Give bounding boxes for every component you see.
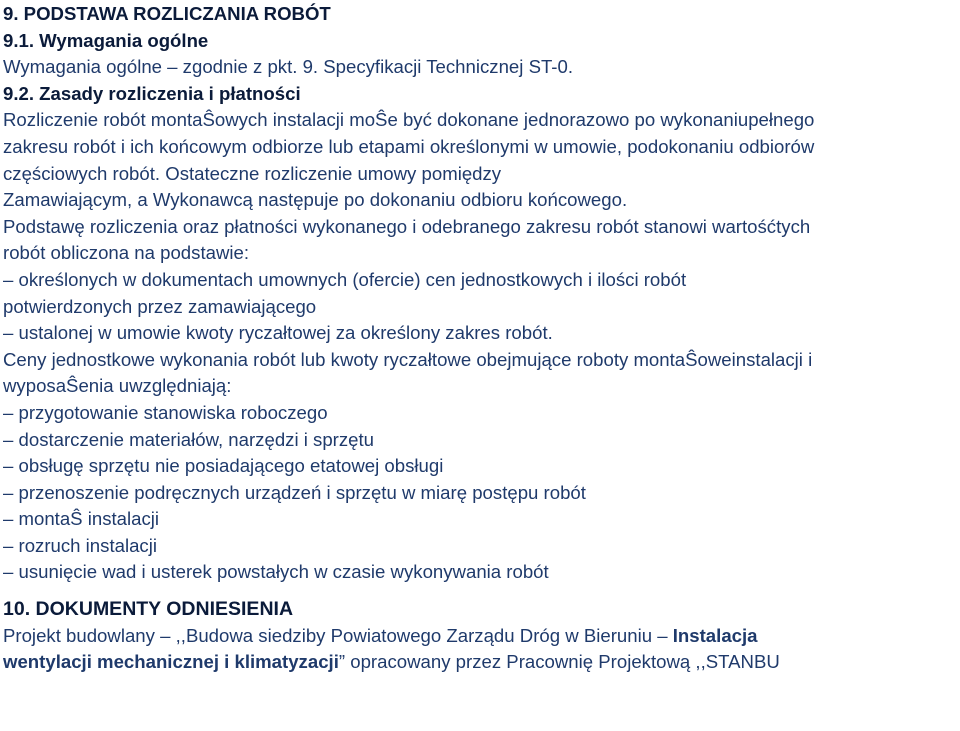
section-9-title: 9. PODSTAWA ROZLICZANIA ROBÓT [3,3,331,24]
list-item: – przenoszenie podręcznych urządzeń i sprzętu w miarę postępu robót [3,481,586,503]
text-line: Rozliczenie robót montaŜowych instalacji moŜe być dokonane jednorazowo po wykonaniupełnego [3,109,815,131]
text-line: robót obliczona na podstawie: [3,242,250,264]
text-line: wyposaŜenia uwzględniają: [3,375,232,397]
section-9-2-title: 9.2. Zasady rozliczenia i płatności [3,82,301,104]
list-item: – obsługę sprzętu nie posiadającego etatowej obsługi [3,455,444,477]
paragraph-rozliczenie [3,107,960,213]
list-item: – dostarczenie materiałów, narzędzi i sprzętu [3,428,375,450]
list-item: – ustalonej w umowie kwoty ryczałtowej za określony zakres robót. [3,322,553,344]
list-item: – usunięcie wad i usterek powstałych w czasie wykonywania robót [3,561,549,583]
reference-bold-text: Instalacja [672,624,758,646]
list-item: – rozruch instalacji [3,534,157,556]
reference-bold-text: wentylacji mechanicznej i klimatyzacji [3,651,339,673]
reference-text: ” opracowany przez Pracownię Projektową ,,STANBU [338,651,780,673]
list-item: – montaŜ instalacji [3,508,160,530]
text-line: Zamawiającym, a Wykonawcą następuje po dokonaniu odbioru końcowego. [3,189,628,211]
text-line: Podstawę rozliczenia oraz płatności wykonanego i odebranego zakresu robót stanowi wartośćtych [3,215,811,237]
section-10-line-2 [3,649,960,676]
text-line: częściowych robót. Ostateczne rozliczenie umowy pomiędzy [3,162,502,184]
paragraph-ceny [3,347,960,586]
list-item: – określonych w dokumentach umownych (ofercie) cen jednostkowych i ilości robót [3,268,687,290]
list-item-continuation: potwierdzonych przez zamawiającego [3,295,317,317]
section-9-1-text: Wymagania ogólne – zgodnie z pkt. 9. Specyfikacji Technicznej ST-0. [3,56,574,78]
section-10-title: 10. DOKUMENTY ODNIESIENIA [3,598,294,621]
section-10-line-1 [3,623,960,650]
spacer [3,586,960,596]
reference-text: Projekt budowlany – ,,Budowa siedziby Powiatowego Zarządu Dróg w Bieruniu – [3,624,673,646]
text-line: zakresu robót i ich końcowym odbiorze lub etapami określonymi w umowie, podokonaniu odbiorów [3,135,815,157]
paragraph-podstawa [3,214,960,347]
text-line: Ceny jednostkowe wykonania robót lub kwoty ryczałtowe obejmujące roboty montaŜoweinstalacji i [3,348,813,370]
list-item: – przygotowanie stanowiska roboczego [3,401,328,423]
section-9-1-title: 9.1. Wymagania ogólne [3,29,209,51]
